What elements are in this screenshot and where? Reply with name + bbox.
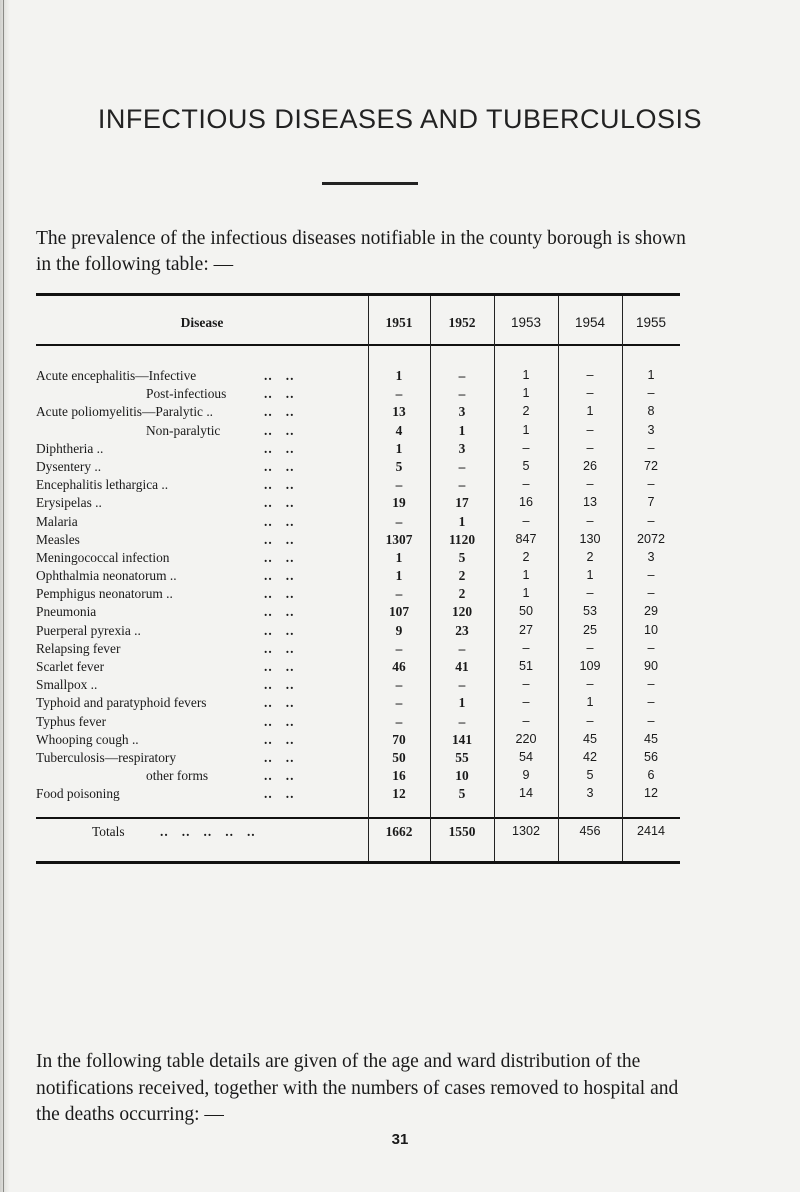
disease-name: Tuberculosis—respiratory bbox=[36, 749, 177, 765]
cell-1953: 1 bbox=[522, 368, 530, 382]
cell-1951: – bbox=[395, 586, 403, 602]
header-1951: 1951 bbox=[385, 315, 413, 330]
cell-1953: 2 bbox=[522, 549, 530, 564]
disease-name: Relapsing fever bbox=[36, 640, 121, 656]
table-row bbox=[36, 514, 680, 532]
cell-1951: 1 bbox=[395, 368, 403, 383]
disease-name: Non-paralytic bbox=[146, 422, 221, 438]
cell-1953: – bbox=[522, 640, 530, 655]
cell-1952: 10 bbox=[455, 768, 469, 784]
cell-1954: 1 bbox=[586, 568, 594, 583]
table-row bbox=[36, 786, 680, 804]
cell-1952: – bbox=[458, 640, 466, 656]
cell-1951: 1 bbox=[395, 440, 403, 456]
cell-1953: 5 bbox=[522, 458, 530, 473]
cell-1953: 2 bbox=[522, 404, 530, 419]
table-row bbox=[36, 677, 680, 695]
table-row bbox=[36, 550, 680, 568]
cell-1955: 56 bbox=[643, 749, 658, 764]
table-row bbox=[36, 441, 680, 459]
disease-name: Measles bbox=[36, 531, 80, 547]
totals-label: Totals bbox=[92, 824, 125, 839]
cell-1951: 19 bbox=[392, 495, 406, 511]
totals-row bbox=[36, 818, 680, 848]
cell-1951: – bbox=[395, 713, 403, 729]
cell-1951: 1 bbox=[395, 549, 403, 565]
cell-1951: – bbox=[395, 386, 403, 402]
disease-name: Diphtheria .. bbox=[36, 440, 104, 456]
cell-1953: 1 bbox=[522, 386, 530, 401]
cell-1953: 1 bbox=[522, 568, 530, 583]
cell-1952: 41 bbox=[455, 659, 469, 674]
cell-1953: 50 bbox=[518, 604, 533, 619]
outro-paragraph: In the following table details are given of the age and ward distribution of the notifications received, together with the numbers of cases removed to hospital and the deaths occurring: — bbox=[36, 1051, 679, 1125]
cell-1951: 1307 bbox=[385, 531, 413, 547]
cell-1951: 12 bbox=[392, 786, 406, 802]
cell-1952: – bbox=[458, 386, 466, 402]
table-row bbox=[36, 423, 680, 441]
table-row bbox=[36, 386, 680, 404]
cell-1952: 3 bbox=[458, 440, 466, 456]
disease-name: Acute poliomyelitis—Paralytic .. bbox=[36, 404, 214, 420]
cell-1951: 4 bbox=[395, 422, 403, 438]
table-row bbox=[36, 568, 680, 586]
totals-1954: 456 bbox=[579, 824, 601, 838]
cell-1954: – bbox=[586, 713, 594, 728]
leader-dots: .. .. bbox=[264, 640, 295, 656]
disease-name: Scarlet fever bbox=[36, 659, 105, 674]
leader-dots: .. .. .. .. .. bbox=[160, 824, 256, 839]
cell-1955: 10 bbox=[643, 622, 658, 637]
cell-1953: 51 bbox=[518, 659, 533, 673]
leader-dots: .. .. bbox=[264, 749, 295, 765]
cell-1954: – bbox=[586, 368, 594, 382]
cell-1953: – bbox=[522, 713, 530, 728]
cell-1953: 54 bbox=[518, 749, 533, 764]
cell-1955: – bbox=[647, 513, 655, 528]
cell-1953: 1 bbox=[522, 422, 530, 437]
page-number: 31 bbox=[391, 1131, 409, 1148]
cell-1955: – bbox=[647, 677, 655, 692]
leader-dots: .. .. bbox=[264, 477, 295, 493]
cell-1953: 9 bbox=[522, 768, 530, 783]
cell-1952: – bbox=[458, 458, 466, 474]
cell-1955: 90 bbox=[643, 659, 658, 673]
cell-1954: – bbox=[586, 440, 594, 455]
leader-dots: .. .. bbox=[264, 495, 295, 511]
cell-1955: 2072 bbox=[636, 531, 666, 546]
cell-1954: – bbox=[586, 586, 594, 601]
cell-1952: – bbox=[458, 477, 466, 493]
disease-name: Malaria bbox=[36, 513, 78, 529]
cell-1952: 23 bbox=[455, 622, 469, 638]
cell-1953: 14 bbox=[518, 786, 533, 801]
page-binding-edge bbox=[0, 0, 10, 1192]
leader-dots: .. .. bbox=[264, 386, 295, 402]
disease-name: other forms bbox=[146, 768, 209, 784]
cell-1953: 847 bbox=[515, 531, 537, 546]
cell-1954: 3 bbox=[586, 786, 594, 801]
disease-name: Erysipelas .. bbox=[36, 495, 102, 511]
cell-1953: 27 bbox=[518, 622, 533, 637]
cell-1955: – bbox=[647, 568, 655, 583]
page-title: INFECTIOUS DISEASES AND TUBERCULOSIS bbox=[97, 104, 703, 134]
cell-1951: – bbox=[395, 640, 403, 656]
table-row bbox=[36, 641, 680, 659]
leader-dots: .. .. bbox=[264, 458, 295, 474]
cell-1955: 3 bbox=[647, 549, 655, 564]
cell-1954: – bbox=[586, 477, 594, 492]
cell-1952: 1 bbox=[458, 513, 466, 529]
title-rule bbox=[322, 182, 418, 185]
leader-dots: .. .. bbox=[264, 677, 295, 693]
leader-dots: .. .. bbox=[264, 768, 295, 784]
cell-1954: 5 bbox=[586, 768, 594, 783]
cell-1952: – bbox=[458, 713, 466, 729]
cell-1952: 5 bbox=[458, 549, 466, 565]
cell-1955: 7 bbox=[647, 495, 655, 510]
cell-1952: 120 bbox=[451, 604, 473, 620]
cell-1951: 13 bbox=[392, 404, 406, 420]
cell-1954: 45 bbox=[582, 731, 597, 746]
leader-dots: .. .. bbox=[264, 586, 295, 602]
cell-1954: – bbox=[586, 513, 594, 528]
table-row bbox=[36, 695, 680, 713]
intro-paragraph: The prevalence of the infectious diseases notifiable in the county borough is shown in the following table: — bbox=[36, 228, 686, 275]
table-row bbox=[36, 368, 680, 386]
header-1955: 1955 bbox=[635, 315, 667, 330]
cell-1952: 1 bbox=[458, 695, 466, 711]
cell-1954: 26 bbox=[582, 458, 597, 473]
cell-1954: – bbox=[586, 422, 594, 437]
cell-1954: 42 bbox=[582, 749, 597, 764]
cell-1952: 55 bbox=[455, 749, 469, 765]
cell-1954: – bbox=[586, 640, 594, 655]
cell-1954: 1 bbox=[586, 404, 594, 419]
disease-name: Ophthalmia neonatorum .. bbox=[36, 568, 177, 584]
cell-1953: – bbox=[522, 695, 530, 710]
disease-name: Meningococcal infection bbox=[36, 549, 170, 565]
disease-name: Pemphigus neonatorum .. bbox=[36, 586, 173, 602]
cell-1954: 13 bbox=[582, 495, 597, 510]
leader-dots: .. .. bbox=[264, 659, 295, 674]
cell-1951: 5 bbox=[395, 458, 403, 474]
leader-dots: .. .. bbox=[264, 368, 295, 383]
cell-1951: – bbox=[395, 677, 403, 693]
header-1954: 1954 bbox=[574, 315, 606, 330]
cell-1952: 17 bbox=[455, 495, 469, 511]
cell-1951: 50 bbox=[392, 749, 406, 765]
header-1953: 1953 bbox=[510, 315, 542, 330]
cell-1955: – bbox=[647, 695, 655, 710]
table-row bbox=[36, 623, 680, 641]
disease-name: Acute encephalitis—Infective bbox=[36, 368, 197, 383]
cell-1955: – bbox=[647, 386, 655, 401]
cell-1955: 72 bbox=[643, 458, 658, 473]
table-row bbox=[36, 659, 680, 677]
cell-1954: 2 bbox=[586, 549, 594, 564]
table-row bbox=[36, 404, 680, 422]
cell-1951: – bbox=[395, 695, 403, 711]
header-1952: 1952 bbox=[448, 315, 476, 330]
cell-1955: 8 bbox=[647, 404, 655, 419]
leader-dots: .. .. bbox=[264, 549, 295, 565]
table-row bbox=[36, 495, 680, 513]
cell-1951: 9 bbox=[395, 622, 403, 638]
cell-1955: – bbox=[647, 477, 655, 492]
table-row bbox=[36, 714, 680, 732]
table-row bbox=[36, 477, 680, 495]
disease-name: Whooping cough .. bbox=[36, 731, 139, 747]
cell-1953: – bbox=[522, 440, 530, 455]
cell-1955: 1 bbox=[647, 368, 655, 382]
table-row bbox=[36, 750, 680, 768]
totals-1951: 1662 bbox=[385, 824, 413, 839]
totals-1955: 2414 bbox=[636, 824, 666, 838]
leader-dots: .. .. bbox=[264, 404, 295, 420]
cell-1955: 6 bbox=[647, 768, 655, 783]
cell-1952: 141 bbox=[451, 731, 473, 747]
disease-name: Pneumonia bbox=[36, 604, 97, 620]
leader-dots: .. .. bbox=[264, 440, 295, 456]
cell-1954: 53 bbox=[582, 604, 597, 619]
disease-name: Encephalitis lethargica .. bbox=[36, 477, 169, 493]
header-rule bbox=[36, 344, 680, 346]
cell-1954: – bbox=[586, 677, 594, 692]
leader-dots: .. .. bbox=[264, 513, 295, 529]
cell-1952: 1120 bbox=[448, 531, 476, 547]
cell-1952: – bbox=[458, 368, 466, 383]
cell-1955: – bbox=[647, 713, 655, 728]
header-disease: Disease bbox=[180, 315, 224, 330]
cell-1952: – bbox=[458, 677, 466, 693]
cell-1952: 1 bbox=[458, 422, 466, 438]
cell-1953: – bbox=[522, 677, 530, 692]
cell-1954: 109 bbox=[579, 659, 601, 673]
cell-1951: – bbox=[395, 477, 403, 493]
leader-dots: .. .. bbox=[264, 604, 295, 620]
table-row bbox=[36, 532, 680, 550]
disease-name: Smallpox .. bbox=[36, 677, 98, 693]
disease-name: Typhoid and paratyphoid fevers bbox=[36, 695, 207, 711]
disease-name: Puerperal pyrexia .. bbox=[36, 622, 141, 638]
cell-1955: 12 bbox=[643, 786, 658, 801]
table-body bbox=[36, 368, 680, 805]
cell-1951: 1 bbox=[395, 568, 403, 584]
cell-1952: 2 bbox=[458, 568, 466, 584]
cell-1952: 2 bbox=[458, 586, 466, 602]
table-row bbox=[36, 604, 680, 622]
disease-name: Post-infectious bbox=[146, 386, 227, 402]
disease-name: Typhus fever bbox=[36, 713, 107, 729]
cell-1951: 46 bbox=[392, 659, 406, 674]
cell-1953: 1 bbox=[522, 586, 530, 601]
leader-dots: .. .. bbox=[264, 695, 295, 711]
cell-1955: 3 bbox=[647, 422, 655, 437]
cell-1953: – bbox=[522, 477, 530, 492]
diseases-table bbox=[36, 293, 680, 865]
cell-1955: 29 bbox=[643, 604, 658, 619]
leader-dots: .. .. bbox=[264, 531, 295, 547]
disease-name: Food poisoning bbox=[36, 786, 120, 802]
leader-dots: .. .. bbox=[264, 422, 295, 438]
table-top-rule bbox=[36, 293, 680, 296]
leader-dots: .. .. bbox=[264, 568, 295, 584]
cell-1954: 130 bbox=[579, 531, 601, 546]
leader-dots: .. .. bbox=[264, 731, 295, 747]
disease-name: Dysentery .. bbox=[36, 458, 102, 474]
table-row bbox=[36, 586, 680, 604]
cell-1951: – bbox=[395, 513, 403, 529]
table-row bbox=[36, 768, 680, 786]
cell-1954: – bbox=[586, 386, 594, 401]
cell-1954: 25 bbox=[582, 622, 597, 637]
totals-1952: 1550 bbox=[448, 824, 476, 839]
cell-1951: 70 bbox=[392, 731, 406, 747]
cell-1952: 3 bbox=[458, 404, 466, 420]
table-bottom-rule bbox=[36, 861, 680, 864]
cell-1955: – bbox=[647, 440, 655, 455]
leader-dots: .. .. bbox=[264, 713, 295, 729]
table-row bbox=[36, 459, 680, 477]
cell-1951: 16 bbox=[392, 768, 406, 784]
cell-1951: 107 bbox=[388, 604, 410, 620]
totals-1953: 1302 bbox=[511, 824, 541, 838]
leader-dots: .. .. bbox=[264, 786, 295, 802]
leader-dots: .. .. bbox=[264, 622, 295, 638]
table-row bbox=[36, 732, 680, 750]
cell-1955: 45 bbox=[643, 731, 658, 746]
cell-1953: 220 bbox=[515, 731, 537, 746]
cell-1954: 1 bbox=[586, 695, 594, 710]
cell-1952: 5 bbox=[458, 786, 466, 802]
cell-1955: – bbox=[647, 640, 655, 655]
cell-1955: – bbox=[647, 586, 655, 601]
cell-1953: – bbox=[522, 513, 530, 528]
cell-1953: 16 bbox=[518, 495, 533, 510]
